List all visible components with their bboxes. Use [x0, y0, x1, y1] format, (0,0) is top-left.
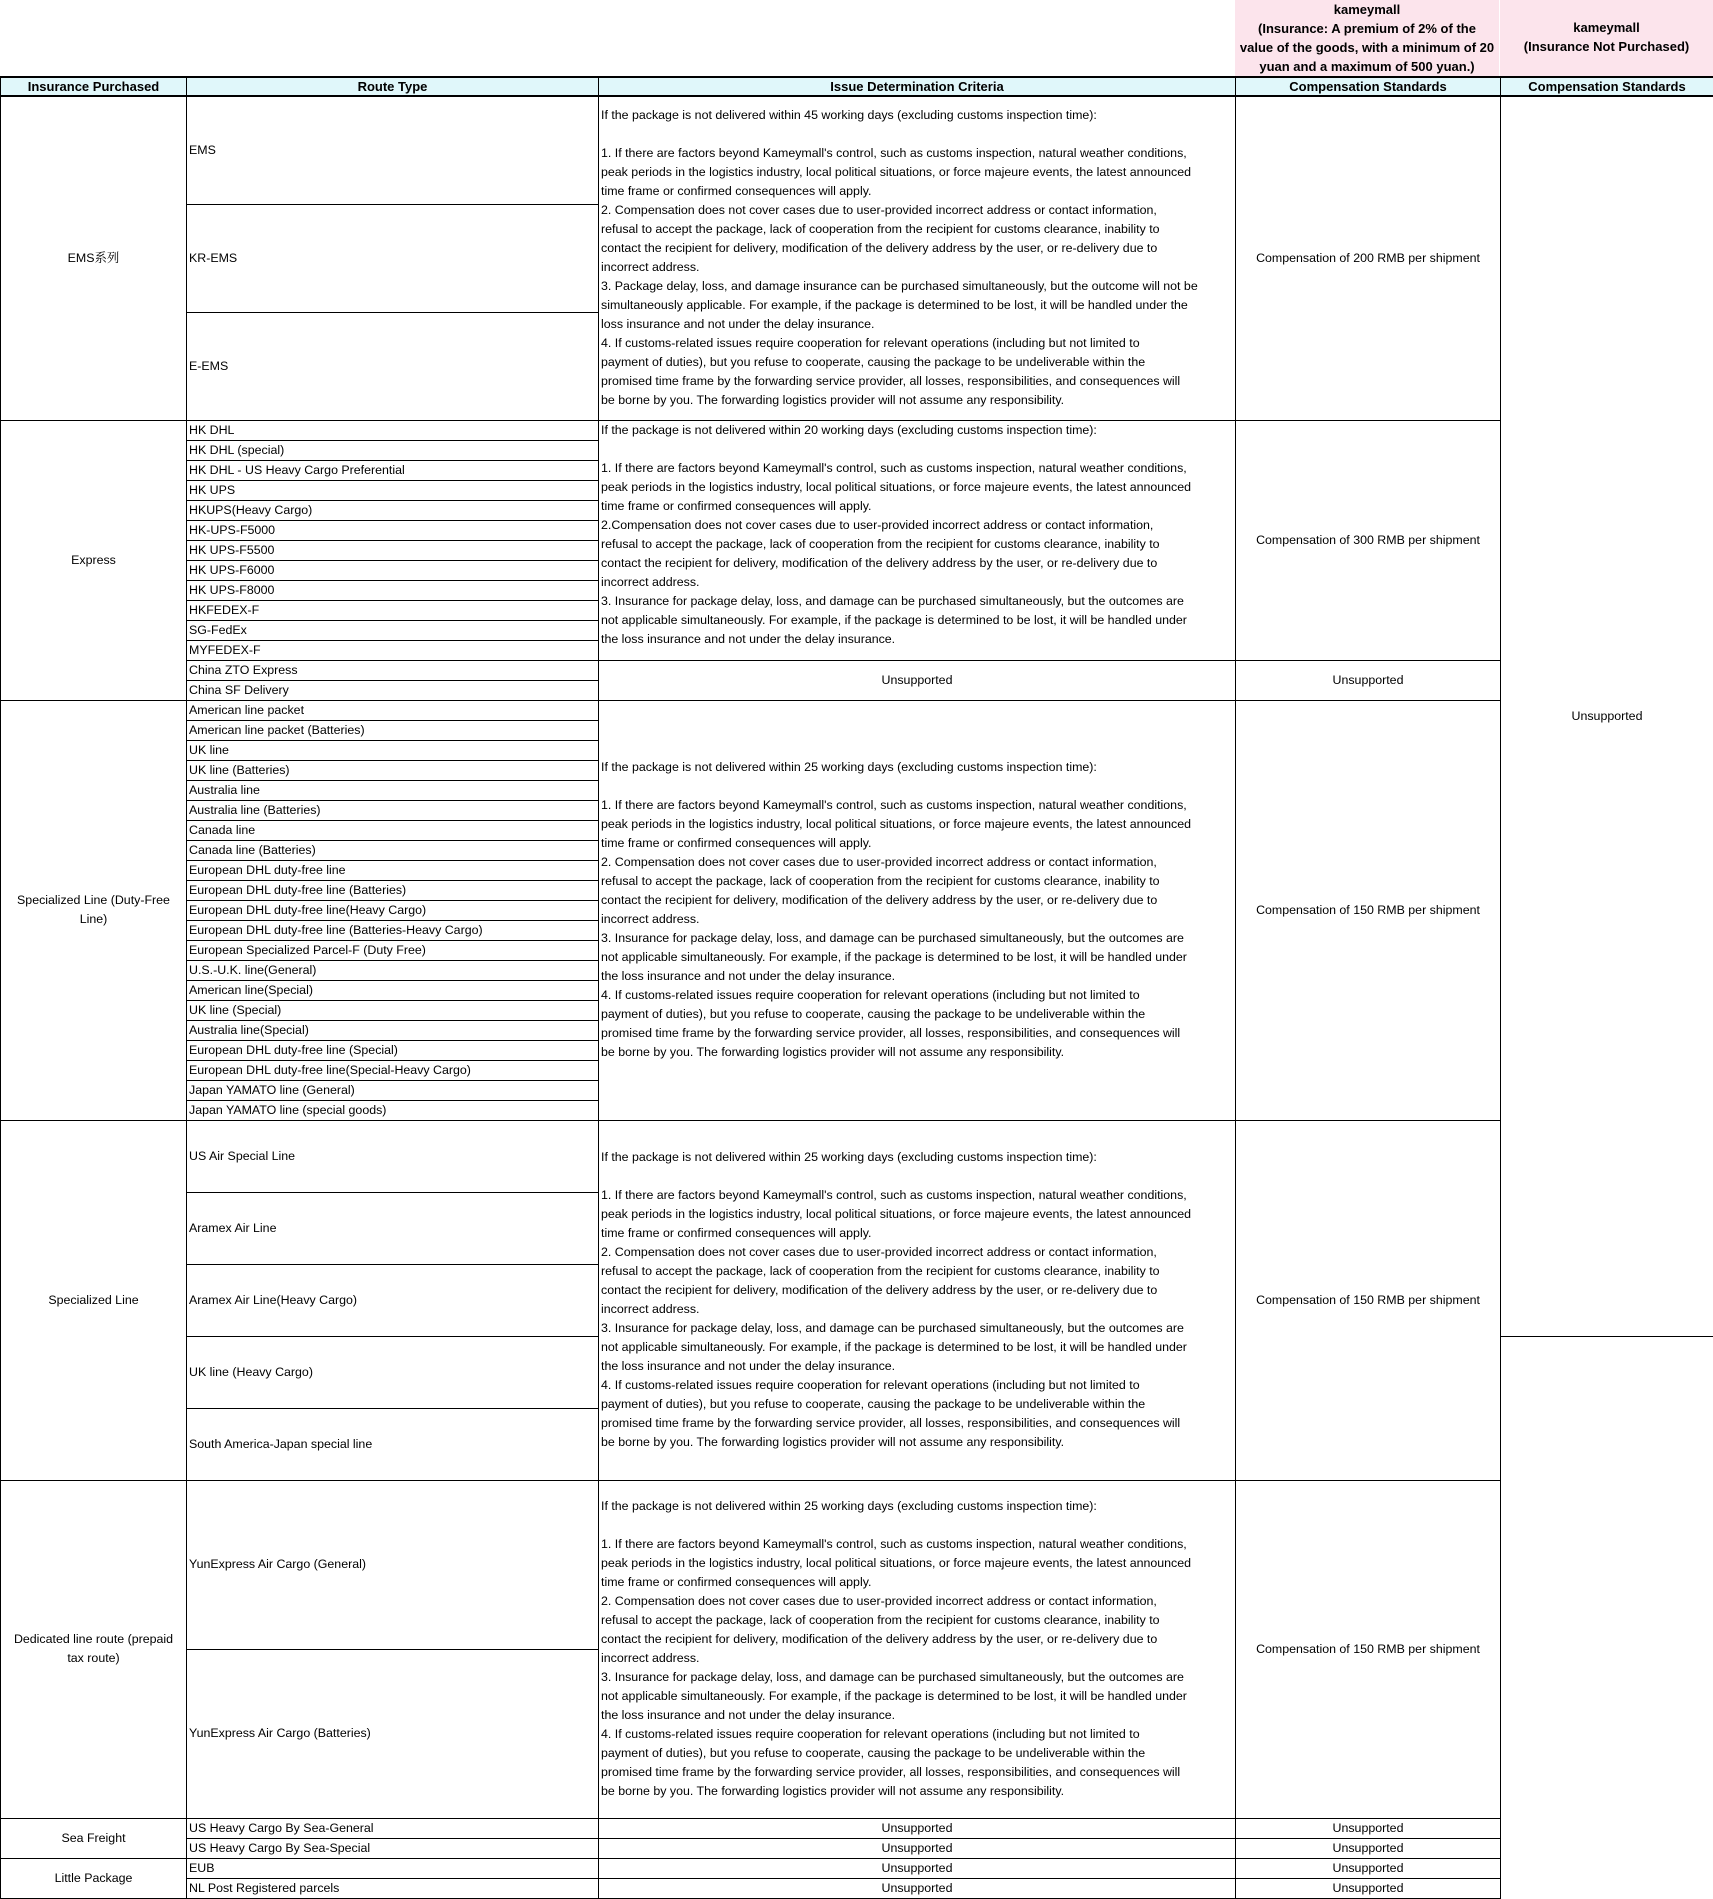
table-row [1, 1858, 1713, 1878]
criteria-line [601, 777, 1233, 796]
route-cell: HK DHL [187, 420, 599, 440]
criteria-line [601, 440, 1233, 459]
route-cell: Australia line(Special) [187, 1020, 599, 1040]
route-cell: European DHL duty-free line (Batteries) [187, 880, 599, 900]
route-cell: Aramex Air Line(Heavy Cargo) [187, 1264, 599, 1336]
criteria-line: 2. Compensation does not cover cases due to user-provided incorrect address or contact information, [601, 853, 1233, 872]
criteria-line: not applicable simultaneously. For example, if the package is determined to be lost, it will be handled under [601, 1687, 1233, 1706]
group-label-line: tax route) [3, 1649, 184, 1668]
route-cell: U.S.-U.K. line(General) [187, 960, 599, 980]
criteria-cell: Unsupported [599, 1818, 1236, 1838]
criteria-line: If the package is not delivered within 20 working days (excluding customs inspection time): [601, 421, 1233, 440]
criteria-line: refusal to accept the package, lack of cooperation from the recipient for customs clearance, inability to [601, 1262, 1233, 1281]
col-header-criteria: Issue Determination Criteria [599, 77, 1236, 96]
criteria-line: the loss insurance and not under the delay insurance. [601, 1706, 1233, 1725]
route-cell: European Specialized Parcel-F (Duty Free) [187, 940, 599, 960]
route-cell: European DHL duty-free line(Special-Heavy Cargo) [187, 1060, 599, 1080]
uninsured-compensation-cell: Unsupported [1501, 96, 1713, 1336]
criteria-line: 4. If customs-related issues require cooperation for relevant operations (including but not limited to [601, 334, 1233, 353]
uninsured-header-line: (Insurance Not Purchased) [1500, 37, 1713, 56]
criteria-line: time frame or confirmed consequences will apply. [601, 497, 1233, 516]
criteria-line: incorrect address. [601, 910, 1233, 929]
criteria-line: incorrect address. [601, 1300, 1233, 1319]
criteria-line: not applicable simultaneously. For example, if the package is determined to be lost, it will be handled under [601, 948, 1233, 967]
route-cell: European DHL duty-free line (Special) [187, 1040, 599, 1060]
criteria-line: 2. Compensation does not cover cases due to user-provided incorrect address or contact information, [601, 201, 1233, 220]
criteria-line: simultaneously applicable. For example, if the package is determined to be lost, it will be handled under the [601, 296, 1233, 315]
criteria-line [601, 1167, 1233, 1186]
criteria-line: 3. Insurance for package delay, loss, and damage can be purchased simultaneously, but the outcomes are [601, 592, 1233, 611]
table-row [1, 1480, 1713, 1649]
criteria-cell: Unsupported [599, 1878, 1236, 1898]
route-cell: HK DHL - US Heavy Cargo Preferential [187, 460, 599, 480]
criteria-line: promised time frame by the forwarding service provider, all losses, responsibilities, and consequences will [601, 372, 1233, 391]
table-row [1, 1878, 1713, 1898]
criteria-cell: Unsupported [599, 1838, 1236, 1858]
table-row [1, 1818, 1713, 1838]
table-row [1, 96, 1713, 204]
route-cell: American line(Special) [187, 980, 599, 1000]
route-cell: HK UPS-F8000 [187, 580, 599, 600]
criteria-line: If the package is not delivered within 25 working days (excluding customs inspection time): [601, 1148, 1233, 1167]
criteria-line: peak periods in the logistics industry, local political situations, or force majeure events, the latest announced [601, 163, 1233, 182]
criteria-line: contact the recipient for delivery, modification of the delivery address by the user, or re-delivery due to [601, 1630, 1233, 1649]
compensation-cell: Unsupported [1236, 1858, 1501, 1878]
group-label-express: Express [1, 420, 187, 700]
uninsured-header [1500, 0, 1713, 76]
group-label-line: Dedicated line route (prepaid [3, 1630, 184, 1649]
criteria-line: time frame or confirmed consequences will apply. [601, 834, 1233, 853]
criteria-line: 4. If customs-related issues require cooperation for relevant operations (including but not limited to [601, 1725, 1233, 1744]
criteria-line: 2. Compensation does not cover cases due to user-provided incorrect address or contact information, [601, 1243, 1233, 1262]
route-cell: EUB [187, 1858, 599, 1878]
route-cell: US Heavy Cargo By Sea-Special [187, 1838, 599, 1858]
route-cell: KR-EMS [187, 204, 599, 312]
group-label-line: Line) [3, 910, 184, 929]
criteria-cell: Unsupported [599, 1858, 1236, 1878]
route-cell: American line packet [187, 700, 599, 720]
route-cell: YunExpress Air Cargo (General) [187, 1480, 599, 1649]
compensation-cell: Compensation of 150 RMB per shipment [1236, 700, 1501, 1120]
criteria-line: be borne by you. The forwarding logistics provider will not assume any responsibility. [601, 1043, 1233, 1062]
route-cell: China SF Delivery [187, 680, 599, 700]
criteria-line: 2.Compensation does not cover cases due to user-provided incorrect address or contact information, [601, 516, 1233, 535]
criteria-line: be borne by you. The forwarding logistics provider will not assume any responsibility. [601, 1433, 1233, 1452]
criteria-line: be borne by you. The forwarding logistics provider will not assume any responsibility. [601, 1782, 1233, 1801]
group-label-line: Specialized Line (Duty-Free [3, 891, 184, 910]
insurance-table [0, 76, 1713, 1899]
route-cell: HK UPS [187, 480, 599, 500]
insured-header-line: (Insurance: A premium of 2% of the [1235, 19, 1499, 38]
criteria-line: be borne by you. The forwarding logistics provider will not assume any responsibility. [601, 391, 1233, 410]
table-row [1, 420, 1713, 440]
column-header-row [1, 77, 1713, 96]
route-cell: HKUPS(Heavy Cargo) [187, 500, 599, 520]
criteria-line: refusal to accept the package, lack of cooperation from the recipient for customs clearance, inability to [601, 872, 1233, 891]
compensation-cell: Unsupported [1236, 1838, 1501, 1858]
route-cell: European DHL duty-free line [187, 860, 599, 880]
compensation-cell: Compensation of 300 RMB per shipment [1236, 420, 1501, 660]
criteria-line: contact the recipient for delivery, modification of the delivery address by the user, or re-delivery due to [601, 554, 1233, 573]
route-cell: South America-Japan special line [187, 1408, 599, 1480]
criteria-line: 1. If there are factors beyond Kameymall's control, such as customs inspection, natural weather conditions, [601, 144, 1233, 163]
compensation-cell: Compensation of 200 RMB per shipment [1236, 96, 1501, 420]
route-cell: MYFEDEX-F [187, 640, 599, 660]
route-cell: HKFEDEX-F [187, 600, 599, 620]
criteria-line: incorrect address. [601, 1649, 1233, 1668]
criteria-line: incorrect address. [601, 258, 1233, 277]
criteria-line: contact the recipient for delivery, modification of the delivery address by the user, or re-delivery due to [601, 891, 1233, 910]
criteria-line: peak periods in the logistics industry, local political situations, or force majeure events, the latest announced [601, 1554, 1233, 1573]
route-cell: Canada line [187, 820, 599, 840]
criteria-line: not applicable simultaneously. For example, if the package is determined to be lost, it will be handled under [601, 1338, 1233, 1357]
route-cell: EMS [187, 96, 599, 204]
criteria-line: 3. Package delay, loss, and damage insurance can be purchased simultaneously, but the outcome will not be [601, 277, 1233, 296]
route-cell: Japan YAMATO line (special goods) [187, 1100, 599, 1120]
route-cell: US Heavy Cargo By Sea-General [187, 1818, 599, 1838]
route-cell: Australia line (Batteries) [187, 800, 599, 820]
route-cell: US Air Special Line [187, 1120, 599, 1192]
criteria-line [601, 1516, 1233, 1535]
group-label-sea: Sea Freight [1, 1818, 187, 1858]
criteria-line: the loss insurance and not under the delay insurance. [601, 630, 1233, 649]
criteria-cell-prepaid [599, 1480, 1236, 1818]
route-cell: HK UPS-F6000 [187, 560, 599, 580]
route-cell: China ZTO Express [187, 660, 599, 680]
compensation-cell: Unsupported [1236, 660, 1501, 700]
route-cell: Aramex Air Line [187, 1192, 599, 1264]
criteria-line: refusal to accept the package, lack of cooperation from the recipient for customs clearance, inability to [601, 535, 1233, 554]
group-label-ems: EMS系列 [1, 96, 187, 420]
criteria-line: 2. Compensation does not cover cases due to user-provided incorrect address or contact information, [601, 1592, 1233, 1611]
criteria-line: 1. If there are factors beyond Kameymall's control, such as customs inspection, natural weather conditions, [601, 1535, 1233, 1554]
compensation-cell: Compensation of 150 RMB per shipment [1236, 1120, 1501, 1480]
criteria-line: loss insurance and not under the delay insurance. [601, 315, 1233, 334]
criteria-line: time frame or confirmed consequences will apply. [601, 1573, 1233, 1592]
route-cell: HK UPS-F5500 [187, 540, 599, 560]
criteria-cell: Unsupported [599, 660, 1236, 700]
route-cell: UK line (Heavy Cargo) [187, 1336, 599, 1408]
group-label-duty-free [1, 700, 187, 1120]
compensation-cell: Compensation of 150 RMB per shipment [1236, 1480, 1501, 1818]
criteria-line: payment of duties), but you refuse to cooperate, causing the package to be undeliverable within the [601, 1744, 1233, 1763]
criteria-cell-duty-free [599, 700, 1236, 1120]
criteria-line: peak periods in the logistics industry, local political situations, or force majeure events, the latest announced [601, 815, 1233, 834]
criteria-line: 4. If customs-related issues require cooperation for relevant operations (including but not limited to [601, 1376, 1233, 1395]
group-label-prepaid [1, 1480, 187, 1818]
criteria-line: If the package is not delivered within 25 working days (excluding customs inspection time): [601, 1497, 1233, 1516]
criteria-line: the loss insurance and not under the delay insurance. [601, 967, 1233, 986]
criteria-line [601, 125, 1233, 144]
criteria-line: 3. Insurance for package delay, loss, and damage can be purchased simultaneously, but the outcomes are [601, 1319, 1233, 1338]
route-cell: UK line (Special) [187, 1000, 599, 1020]
criteria-line: refusal to accept the package, lack of cooperation from the recipient for customs clearance, inability to [601, 220, 1233, 239]
criteria-line: promised time frame by the forwarding service provider, all losses, responsibilities, and consequences will [601, 1024, 1233, 1043]
criteria-line: incorrect address. [601, 573, 1233, 592]
col-header-comp-uninsured: Compensation Standards [1501, 77, 1713, 96]
criteria-line: not applicable simultaneously. For example, if the package is determined to be lost, it will be handled under [601, 611, 1233, 630]
insured-header-line: value of the goods, with a minimum of 20 [1235, 38, 1499, 57]
col-header-comp-insured: Compensation Standards [1236, 77, 1501, 96]
criteria-line: the loss insurance and not under the delay insurance. [601, 1357, 1233, 1376]
criteria-line: If the package is not delivered within 25 working days (excluding customs inspection time): [601, 758, 1233, 777]
criteria-line: 3. Insurance for package delay, loss, and damage can be purchased simultaneously, but the outcomes are [601, 929, 1233, 948]
criteria-line: contact the recipient for delivery, modification of the delivery address by the user, or re-delivery due to [601, 239, 1233, 258]
criteria-line: 1. If there are factors beyond Kameymall's control, such as customs inspection, natural weather conditions, [601, 796, 1233, 815]
route-cell: E-EMS [187, 312, 599, 420]
criteria-line: time frame or confirmed consequences will apply. [601, 182, 1233, 201]
criteria-line: 1. If there are factors beyond Kameymall's control, such as customs inspection, natural weather conditions, [601, 459, 1233, 478]
route-cell: European DHL duty-free line(Heavy Cargo) [187, 900, 599, 920]
route-cell: SG-FedEx [187, 620, 599, 640]
route-cell: European DHL duty-free line (Batteries-Heavy Cargo) [187, 920, 599, 940]
criteria-line: promised time frame by the forwarding service provider, all losses, responsibilities, and consequences will [601, 1414, 1233, 1433]
route-cell: YunExpress Air Cargo (Batteries) [187, 1649, 599, 1818]
table-row [1, 1838, 1713, 1858]
criteria-line: 3. Insurance for package delay, loss, and damage can be purchased simultaneously, but the outcomes are [601, 1668, 1233, 1687]
criteria-line: promised time frame by the forwarding service provider, all losses, responsibilities, and consequences will [601, 1763, 1233, 1782]
insured-header-line: kameymall [1235, 0, 1499, 19]
uninsured-header-line: kameymall [1500, 18, 1713, 37]
route-cell: Australia line [187, 780, 599, 800]
criteria-cell-specialized [599, 1120, 1236, 1480]
route-cell: Canada line (Batteries) [187, 840, 599, 860]
criteria-line: If the package is not delivered within 45 working days (excluding customs inspection time): [601, 106, 1233, 125]
route-cell: Japan YAMATO line (General) [187, 1080, 599, 1100]
group-label-little: Little Package [1, 1858, 187, 1898]
criteria-cell-ems [599, 96, 1236, 420]
compensation-cell: Unsupported [1236, 1878, 1501, 1898]
criteria-line: 4. If customs-related issues require cooperation for relevant operations (including but not limited to [601, 986, 1233, 1005]
criteria-line: time frame or confirmed consequences will apply. [601, 1224, 1233, 1243]
route-cell: UK line [187, 740, 599, 760]
criteria-line: payment of duties), but you refuse to cooperate, causing the package to be undeliverable within the [601, 1395, 1233, 1414]
criteria-line: payment of duties), but you refuse to cooperate, causing the package to be undeliverable within the [601, 353, 1233, 372]
route-cell: HK DHL (special) [187, 440, 599, 460]
compensation-cell: Unsupported [1236, 1818, 1501, 1838]
criteria-line: refusal to accept the package, lack of cooperation from the recipient for customs clearance, inability to [601, 1611, 1233, 1630]
route-cell: American line packet (Batteries) [187, 720, 599, 740]
criteria-cell-express [599, 420, 1236, 660]
insured-header [1235, 0, 1499, 76]
table-row [1, 660, 1713, 680]
table-row [1, 700, 1713, 720]
criteria-line: payment of duties), but you refuse to cooperate, causing the package to be undeliverable within the [601, 1005, 1233, 1024]
insured-header-line: yuan and a maximum of 500 yuan.) [1235, 57, 1499, 76]
route-cell: UK line (Batteries) [187, 760, 599, 780]
criteria-line: 1. If there are factors beyond Kameymall's control, such as customs inspection, natural weather conditions, [601, 1186, 1233, 1205]
criteria-line: contact the recipient for delivery, modification of the delivery address by the user, or re-delivery due to [601, 1281, 1233, 1300]
col-header-route: Route Type [187, 77, 599, 96]
criteria-line: peak periods in the logistics industry, local political situations, or force majeure events, the latest announced [601, 1205, 1233, 1224]
group-label-specialized: Specialized Line [1, 1120, 187, 1480]
criteria-line: peak periods in the logistics industry, local political situations, or force majeure events, the latest announced [601, 478, 1233, 497]
col-header-insurance: Insurance Purchased [1, 77, 187, 96]
route-cell: HK-UPS-F5000 [187, 520, 599, 540]
route-cell: NL Post Registered parcels [187, 1878, 599, 1898]
table-row [1, 1120, 1713, 1192]
